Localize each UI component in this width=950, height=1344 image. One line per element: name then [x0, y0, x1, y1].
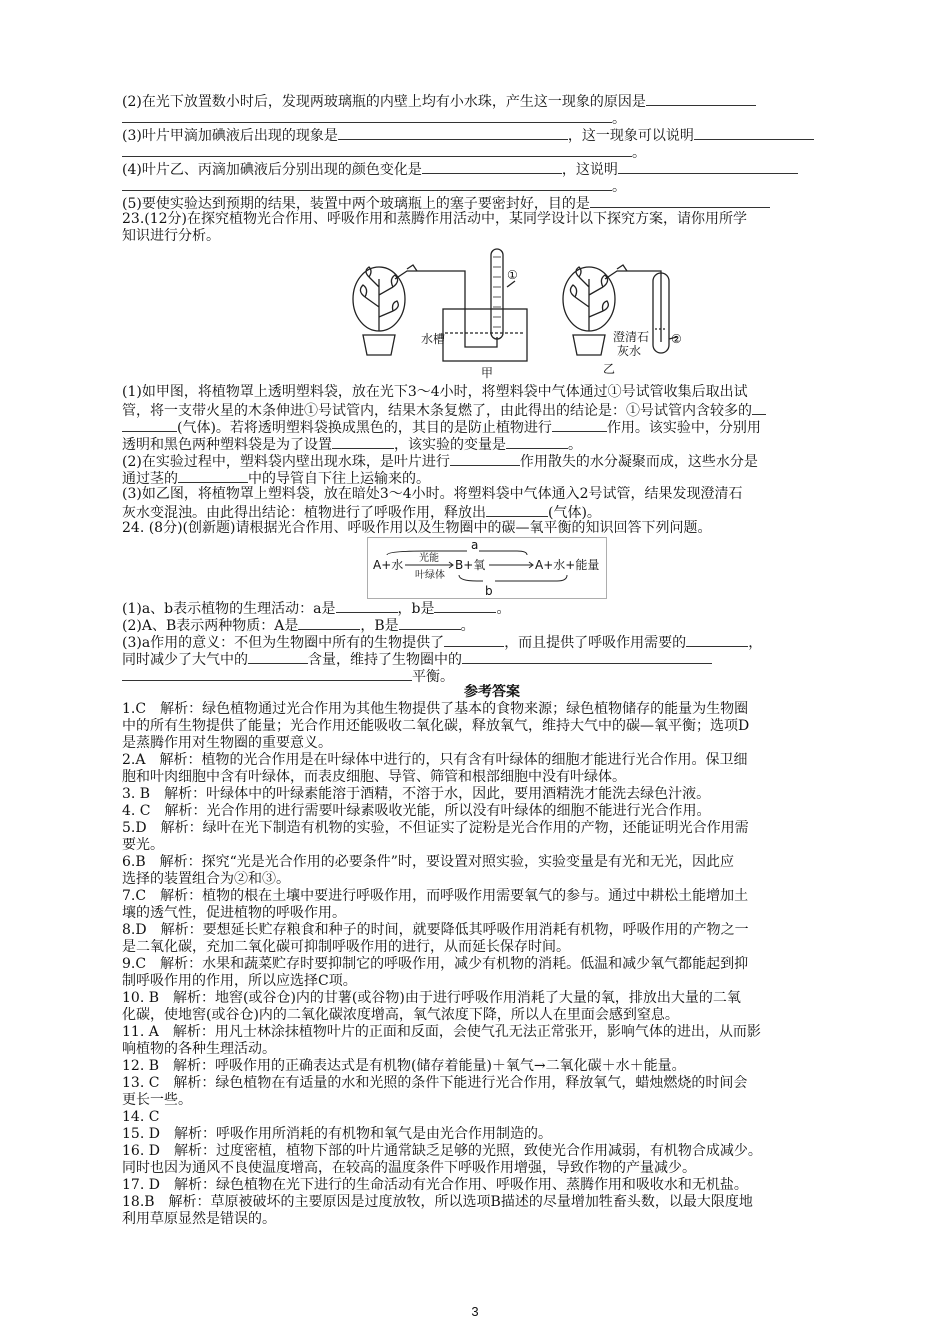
answer-line: 要光。 — [122, 837, 164, 853]
q23-part1-cont: 管，将一支带火星的木条伸进①号试管内，结果木条复燃了，由此得出的结论是：①号试管内含较多的 — [122, 401, 862, 418]
answer-blank[interactable] — [694, 126, 814, 140]
answer-line: 更长一些。 — [122, 1092, 192, 1108]
q24-equation-figure — [122, 537, 862, 599]
answer-blank[interactable] — [298, 616, 360, 630]
answer-line: 胞和叶肉细胞中含有叶绿体，而表皮细胞、导管、筛管和根部细胞中没有叶绿体。 — [122, 769, 626, 785]
answer-line: 9.C 解析：水果和蔬菜贮存时要抑制它的呼吸作用，减少有机物的消耗。低温和减少氧气都能起到抑 — [122, 956, 749, 972]
answer-blank[interactable] — [552, 418, 607, 432]
brace-a — [387, 551, 527, 555]
q22-part4: (4)叶片乙、丙滴加碘液后分别出现的颜色变化是 ，这说明 — [122, 160, 862, 177]
answer-line: 利用草原显然是错误的。 — [122, 1211, 276, 1227]
answer-line: 18.B 解析：草原被破坏的主要原因是过度放牧，所以选项B描述的尽量增加牲畜头数，以最大限度地 — [122, 1194, 753, 1210]
q24-part1: (1)a、b表示植物的生理活动：a是 ，b是 。 — [122, 601, 511, 616]
q22-part2-cont: 。 — [122, 109, 862, 126]
q22-part3: (3)叶片甲滴加碘液后出现的现象是 ，这一现象可以说明 — [122, 126, 862, 143]
eq-light: 光能 — [419, 553, 439, 564]
answer-line: 8.D 解析：要想延长贮存粮食和种子的时间，就要降低其呼吸作用消耗有机物，呼吸作用的产物之一 — [122, 922, 749, 938]
q24-intro: 24. (8分)(创新题)请根据光合作用、呼吸作用以及生物圈中的碳—氧平衡的知识回答下列问题。 — [122, 520, 712, 536]
answer-blank[interactable] — [122, 418, 177, 432]
carbon-oxygen-equation — [367, 537, 607, 599]
clamp-jia — [407, 265, 417, 271]
answer-blank[interactable] — [332, 435, 394, 449]
answer-blank[interactable] — [338, 126, 568, 140]
answer-blank[interactable] — [122, 177, 612, 191]
answer-blank[interactable] — [752, 401, 766, 415]
label-b: b — [485, 584, 493, 598]
answer-line: 16. D 解析：过度密植，植物下部的叶片通常缺乏足够的光照，致使光合作用减弱，有机物合成减少。 — [122, 1143, 762, 1159]
answer-blank[interactable] — [122, 667, 412, 681]
answer-blank[interactable] — [178, 469, 248, 483]
answer-blank[interactable] — [590, 194, 770, 208]
plant-stem-yi — [575, 277, 603, 331]
q23-part2: (2)在实验过程中，塑料袋内壁出现水珠，是叶片进行 作用散失的水分凝聚而成，这些水分是 — [122, 454, 758, 469]
answer-line: 是蒸腾作用对生物圈的重要意义。 — [122, 735, 332, 751]
label-jia: 甲 — [481, 366, 494, 380]
q23-part3: (3)如乙图，将植物罩上塑料袋，放在暗处3～4小时。将塑料袋中气体通入2号试管，结果发现澄清石 — [122, 486, 743, 502]
experiment-diagram — [347, 247, 747, 382]
plant-stem-jia — [365, 277, 393, 331]
answer-blank[interactable] — [506, 435, 568, 449]
answer-line: 化碳，使地窖(或谷仓)内的二氧化碳浓度增高，氧气浓度下降，所以人在里面会感到窒息。 — [122, 1007, 679, 1023]
q23-part3-cont: 灰水变混浊。由此得出结论：植物进行了呼吸作用，释放出 (气体)。 — [122, 505, 601, 520]
q23-figure — [122, 247, 862, 382]
eq-mid: B+氧 — [455, 558, 486, 572]
q24-part3-cont2: 平衡。 — [122, 667, 862, 684]
q23-part1-cont2: (气体)。若将透明塑料袋换成黑色的，其目的是防止植物进行 作用。该实验中，分别用 — [122, 418, 862, 435]
q24-part3-cont: 同时减少了大气中的 含量，维持了生物圈中的 — [122, 650, 862, 667]
page-number: 3 — [471, 1304, 479, 1319]
q23-intro-cont: 知识进行分析。 — [122, 228, 220, 244]
answer-blank[interactable] — [122, 109, 612, 123]
answer-blank[interactable] — [399, 616, 461, 630]
answer-line: 3. B 解析：叶绿体中的叶绿素能溶于酒精，不溶于水，因此，要用酒精洗才能洗去绿色汁液。 — [122, 786, 711, 802]
answer-line: 11. A 解析：用凡士林涂抹植物叶片的正面和反面，会使气孔无法正常张开，影响气体的进出，从而影 — [122, 1024, 761, 1040]
q23-part2-cont: 通过茎的 中的导管自下往上运输来的。 — [122, 471, 430, 486]
q24-part3: (3)a作用的意义：不但为生物圈中所有的生物提供了 ，而且提供了呼吸作用需要的 ， — [122, 635, 763, 650]
answer-list — [122, 701, 862, 1228]
answer-blank[interactable] — [248, 650, 308, 664]
label-tube-1: ① — [507, 268, 518, 282]
answer-line: 2.A 解析：植物的光合作用是在叶绿体中进行的，只有含有叶绿体的细胞才能进行光合作用。保卫细 — [122, 752, 748, 768]
brace-b — [459, 575, 567, 581]
answer-line: 10. B 解析：地窖(或谷仓)内的甘薯(或谷物)由于进行呼吸作用消耗了大量的氧，排放出大量的二氧 — [122, 990, 741, 1006]
answer-blank[interactable] — [646, 92, 756, 106]
eq-chloroplast: 叶绿体 — [415, 570, 445, 581]
label-yi: 乙 — [603, 362, 616, 376]
answer-line: 壤的透气性，促进植物的呼吸作用。 — [122, 905, 346, 921]
q23-intro: 23.(12分)在探究植物光合作用、呼吸作用和蒸腾作用活动中，某同学设计以下探究方案，请你用所学 — [122, 211, 748, 227]
answer-blank[interactable] — [336, 599, 398, 613]
q22-part5: (5)要使实验达到预期的结果，装置中两个玻璃瓶上的塞子要密封好，目的是 — [122, 194, 862, 211]
label-limewater-2: 灰水 — [617, 344, 642, 358]
q22-part4-cont: 。 — [122, 177, 862, 194]
answer-line: 15. D 解析：呼吸作用所消耗的有机物和氧气是由光合作用制造的。 — [122, 1126, 552, 1142]
clamp-yi — [617, 265, 627, 271]
label-water-tank: 水槽 — [421, 332, 446, 346]
q23-part1: (1)如甲图，将植物罩上透明塑料袋，放在光下3～4小时，将塑料袋中气体通过①号试管收集后取出试 — [122, 384, 748, 400]
label-a: a — [471, 538, 479, 552]
tube-graduations — [493, 257, 501, 327]
answer-blank[interactable] — [462, 650, 712, 664]
answer-blank[interactable] — [686, 633, 748, 647]
flower-pot-yi — [573, 335, 605, 355]
answer-line: 中的所有生物提供了能量；光合作用还能吸收二氧化碳，释放氧气，维持大气中的碳—氧平衡；选项D — [122, 718, 750, 734]
label-limewater-1: 澄清石 — [613, 330, 650, 344]
answer-line: 选择的装置组合为②和③。 — [122, 871, 290, 887]
eq-left: A+水 — [373, 558, 404, 572]
answer-line: 5.D 解析：绿叶在光下制造有机物的实验，不但证实了淀粉是光合作用的产物，还能证明光合作用需 — [122, 820, 749, 836]
answer-line: 13. C 解析：绿色植物在有适量的水和光照的条件下能进行光合作用，释放氧气，蜡烛燃烧的时间会 — [122, 1075, 748, 1091]
water-tank — [443, 309, 527, 361]
q23-part1-cont3: 透明和黑色两种塑料袋是为了设置 ，该实验的变量是 。 — [122, 437, 582, 452]
q24-part2: (2)A、B表示两种物质：A是 ，B是 。 — [122, 618, 475, 633]
document-page — [122, 92, 862, 1228]
answer-line: 17. D 解析：绿色植物在光下进行的生命活动有光合作用、呼吸作用、蒸腾作用和吸收水和无机盐。 — [122, 1177, 748, 1193]
answer-line: 7.C 解析：植物的根在土壤中要进行呼吸作用，而呼吸作用需要氧气的参与。通过中耕松土能增加土 — [122, 888, 749, 904]
answer-line: 4. C 解析：光合作用的进行需要叶绿素吸收光能，所以没有叶绿体的细胞不能进行光合作用。 — [122, 803, 711, 819]
answer-line: 6.B 解析：探究“光是光合作用的必要条件”时，要设置对照实验，实验变量是有光和无光，因此应 — [122, 854, 734, 870]
answer-line: 响植物的各种生理活动。 — [122, 1041, 276, 1057]
q22-part2: (2)在光下放置数小时后，发现两玻璃瓶的内壁上均有小水珠，产生这一现象的原因是 — [122, 92, 862, 109]
answer-line: 14. C — [122, 1109, 160, 1125]
answer-blank[interactable] — [444, 633, 504, 647]
test-tube-1 — [491, 249, 503, 339]
answer-blank[interactable] — [434, 599, 496, 613]
answer-blank[interactable] — [422, 160, 562, 174]
answer-line: 同时也因为通风不良使温度增高，在较高的温度条件下呼吸作用增强，导致作物的产量减少。 — [122, 1160, 696, 1176]
flower-pot-jia — [363, 335, 395, 355]
q22-part3-cont: 。 — [122, 143, 862, 160]
answer-blank[interactable] — [122, 143, 632, 157]
arrow-respiration — [489, 562, 533, 568]
answers-title: 参考答案 — [464, 684, 520, 700]
answer-line: 是二氧化碳，充加二氧化碳可抑制呼吸作用的进行，从而延长保存时间。 — [122, 939, 570, 955]
answer-line: 12. B 解析：呼吸作用的正确表达式是有机物(储存着能量)＋氧气→二氧化碳＋水＋能量。 — [122, 1058, 686, 1074]
answer-line: 制呼吸作用的作用，所以应选择C项。 — [122, 973, 357, 989]
eq-right: A+水+能量 — [535, 558, 600, 572]
label-tube-2: ② — [671, 332, 682, 346]
answer-blank[interactable] — [450, 452, 520, 466]
answer-blank[interactable] — [486, 503, 548, 517]
answer-line: 1.C 解析：绿色植物通过光合作用为其他生物提供了基本的食物来源；绿色植物储存的能量为生物圈 — [122, 701, 749, 717]
answer-blank[interactable] — [618, 160, 798, 174]
